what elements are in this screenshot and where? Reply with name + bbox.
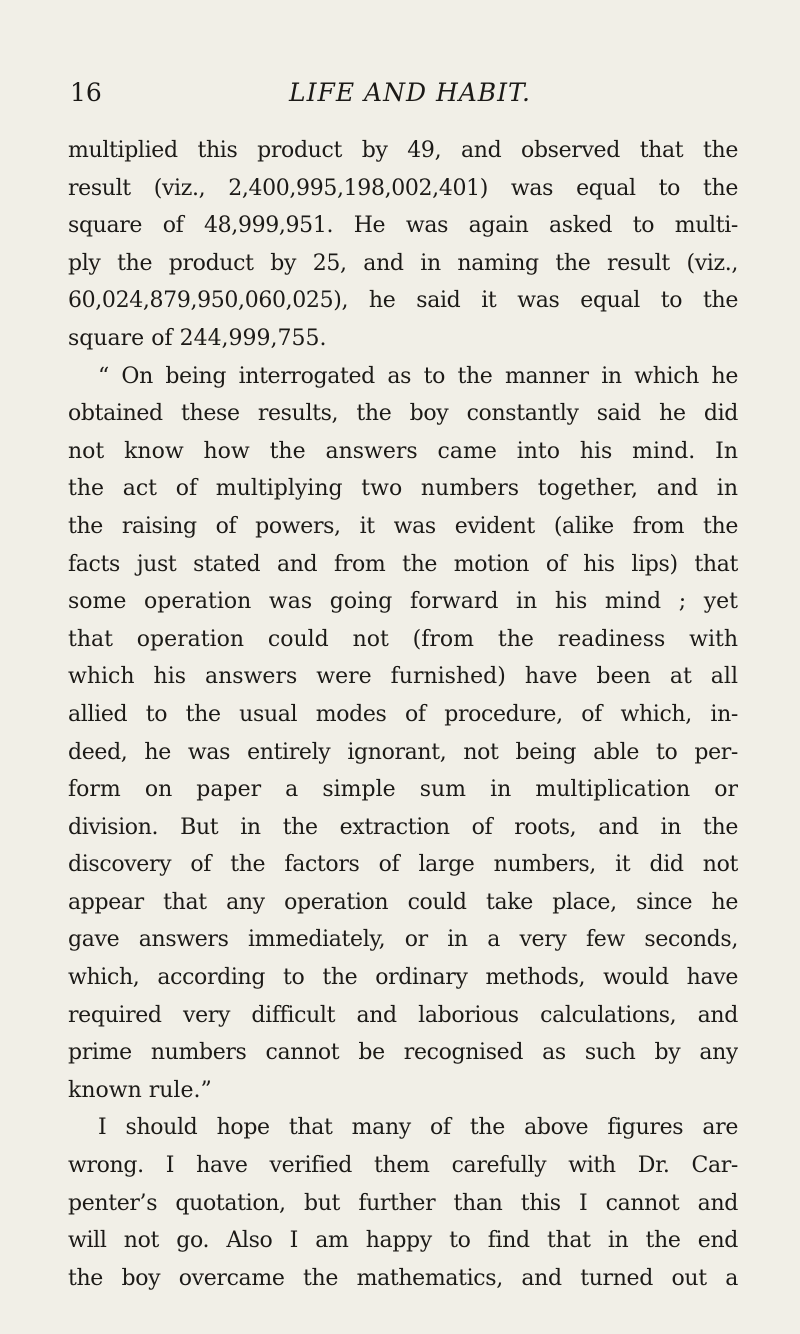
text-line: result (viz., 2,400,995,198,002,401) was equal to the	[68, 175, 738, 201]
text-line: the raising of powers, it was evident (alike from the	[68, 513, 738, 539]
text-line: some operation was going forward in his mind ; yet	[68, 589, 738, 615]
text-line: gave answers immediately, or in a very few seconds,	[68, 927, 738, 953]
text-line: division. But in the extraction of roots, and in the	[68, 814, 738, 840]
text-line: wrong. I have verified them carefully with Dr. Car-	[68, 1153, 738, 1179]
text-line: square of 48,999,951. He was again asked to multi-	[68, 213, 738, 239]
text-line: which, according to the ordinary methods, would have	[68, 965, 738, 991]
running-head	[70, 78, 750, 112]
text-line: the boy overcame the mathematics, and turned out a	[68, 1265, 738, 1291]
text-line: known rule.”	[68, 1077, 212, 1103]
text-line: form on paper a simple sum in multiplication or	[68, 777, 738, 803]
text-line: allied to the usual modes of procedure, of which, in-	[68, 701, 738, 727]
text-line: not know how the answers came into his mind. In	[68, 438, 738, 464]
page-number: 16	[70, 78, 102, 107]
text-line: the act of multiplying two numbers together, and in	[68, 476, 738, 502]
text-line: multiplied this product by 49, and observed that the	[68, 138, 738, 163]
text-line: 60,024,879,950,060,025), he said it was equal to the	[68, 288, 738, 314]
text-line: that operation could not (from the readiness with	[68, 626, 738, 652]
text-line: discovery of the factors of large numbers, it did not	[68, 852, 738, 878]
text-line: obtained these results, the boy constantly said he did	[68, 401, 738, 427]
text-line: prime numbers cannot be recognised as such by any	[68, 1040, 738, 1066]
text-line: will not go. Also I am happy to find that in the end	[68, 1228, 738, 1254]
text-line: I should hope that many of the above figures are	[98, 1115, 738, 1141]
text-line: penter’s quotation, but further than this I cannot and	[68, 1190, 738, 1216]
text-line: which his answers were furnished) have been at all	[68, 664, 738, 690]
text-line: square of 244,999,755.	[68, 325, 327, 351]
text-line: appear that any operation could take place, since he	[68, 889, 738, 915]
text-line: facts just stated and from the motion of his lips) that	[68, 551, 738, 577]
text-line: required very difficult and laborious calculations, and	[68, 1002, 738, 1028]
text-line: deed, he was entirely ignorant, not being able to per-	[68, 739, 738, 765]
text-line: ply the product by 25, and in naming the result (viz.,	[68, 250, 738, 276]
running-title: LIFE AND HABIT.	[289, 78, 531, 107]
text-line: “ On being interrogated as to the manner in which he	[98, 363, 738, 389]
body-text	[68, 132, 738, 1297]
